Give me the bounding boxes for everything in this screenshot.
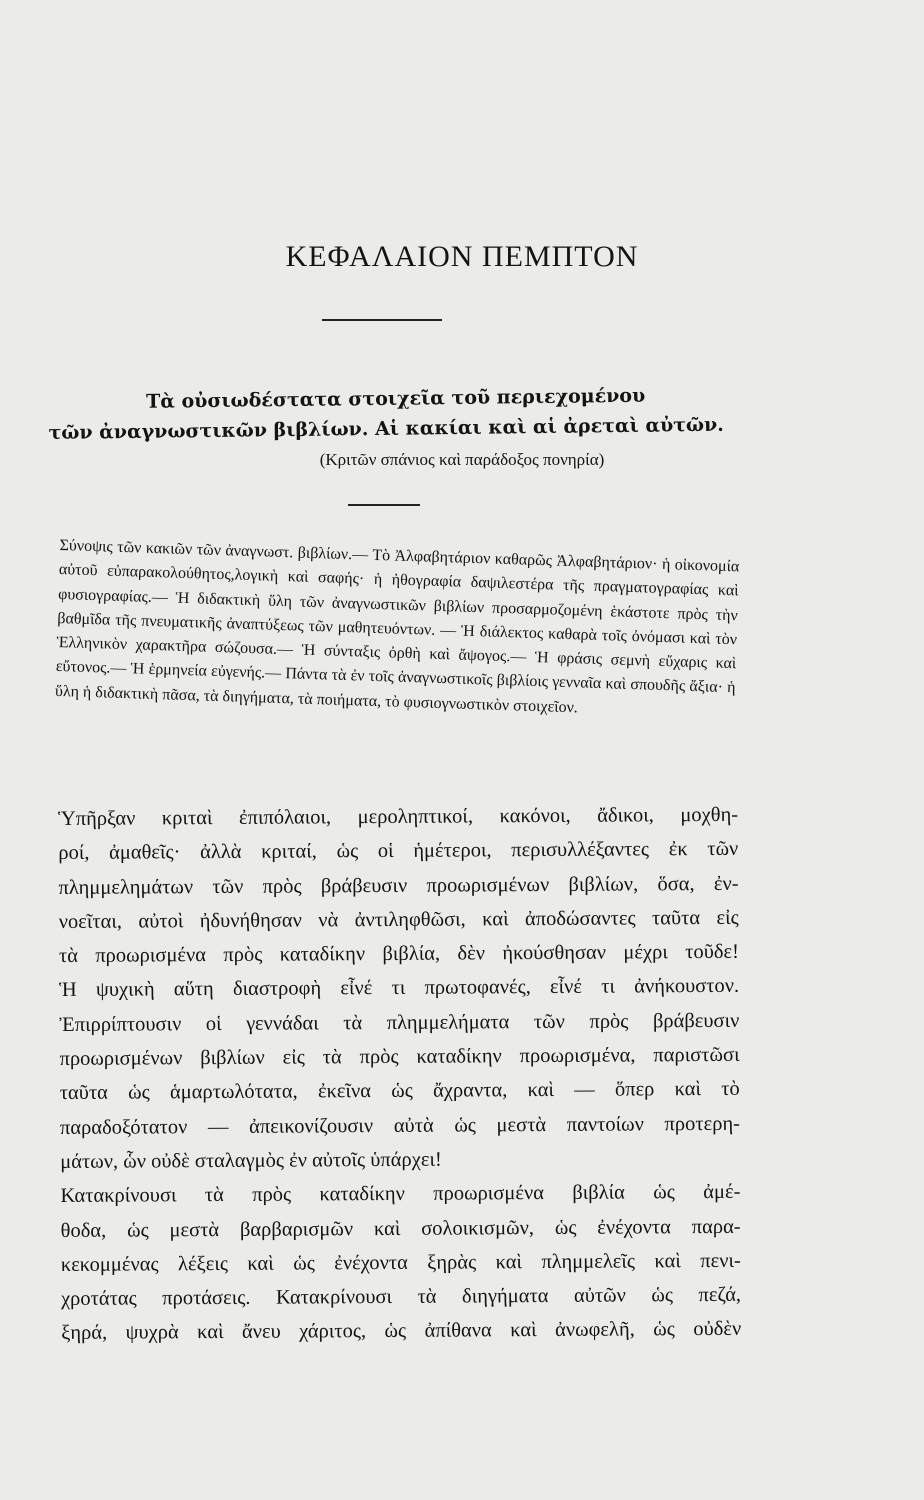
subtitle-line-2: τῶν ἀναγνωστικῶν βιβλίων. Αἱ κακίαι καὶ αἱ ἀρεταὶ αὐτῶν. [48, 413, 724, 444]
chapter-summary: Σύνοψις τῶν κακιῶν τῶν ἀναγνωστ. βιβλίων.— Τὸ Ἀλφαβητάριον καθαρῶς Ἀλφαβητάριον· ἡ οἰκονομία αὐτοῦ εὐπαρακολούθητος,λογικὴ καὶ σαφής· ἡ ἠθογραφία δαψιλεστέρα τῆς πραγματογραφίας καὶ φυσιογραφίας.— Ἡ διδακτικὴ ὕλη τῶν ἀναγνωστικῶν βιβλίων προσαρμοζομένη ἑκάστοτε πρὸς τὴν βαθμῖδα τῆς πνευματικῆς ἀναπτύξεως τῶν μαθητευόντων. — Ἡ διάλεκτος καθαρὰ τοῖς ὀνόμασι καὶ τὸν Ἑλληνικὸν χαρακτῆρα σώζουσα.— Ἡ σύνταξις ὀρθὴ καὶ ἄψογος.— Ἡ φράσις σεμνὴ εὔχαρις καὶ εὔτονος.— Ἡ ἑρμηνεία εὐγενής.— Πάντα τὰ ἐν τοῖς ἀναγνωστικοῖς βιβλίοις γενναῖα καὶ σπουδῆς ἄξια· ἡ ὕλη ἡ διδακτικὴ πᾶσα, τὰ διηγήματα, τὰ ποιήματα, τὸ φυσιογνωστικὸν στοιχεῖον. [54, 536, 740, 717]
subtitle-line-1: Τὰ οὐσιωδέστατα στοιχεῖα τοῦ περιεχομένου [146, 384, 646, 413]
text-line: ροί, ἀμαθεῖς· ἀλλὰ κριταί, ὡς οἱ ἡμέτεροι, περισυλλέξαντες ἐκ τῶν [58, 838, 739, 865]
chapter-subtitle [48, 379, 773, 448]
text-line: ξηρά, ψυχρὰ καὶ ἄνευ χάριτος, ὡς ἀπίθανα καὶ ἀνωφελῆ, ὡς οὐδὲν [61, 1318, 742, 1345]
text-line: πλημμελημάτων τῶν πρὸς βράβευσιν προωρισμένων βιβλίων, ὅσα, ἐν- [58, 872, 739, 899]
paragraph-2 [60, 1175, 741, 1351]
text-line: τὰ προωρισμένα πρὸς καταδίκην βιβλία, δὲν ἠκούσθησαν μέχρι τοῦδε! [58, 941, 739, 968]
text-line: ταῦτα ὡς ἁμαρτωλότατα, ἐκεῖνα ὡς ἄχραντα, καὶ — ὅπερ καὶ τὸ [59, 1078, 740, 1105]
text-line: παραδοξότατον — ἀπεικονίζουσιν αὐτὰ ὡς μεστὰ παντοίων προτερη- [59, 1112, 741, 1139]
text-line: νοεῖται, αὐτοὶ ἠδυνήθησαν νὰ ἀντιληφθῶσι, καὶ ἀποδώσαντες ταῦτα εἰς [58, 906, 739, 933]
text-line: Κατακρίνουσι τὰ πρὸς καταδίκην προωρισμένα βιβλία ὡς ἀμέ- [60, 1181, 741, 1208]
text-line: κεκομμένας λέξεις καὶ ὡς ἐνέχοντα ξηρὰς καὶ πλημμελεῖς καὶ πενι- [60, 1249, 741, 1276]
chapter-parenthetical: (Κριτῶν σπάνιος καὶ παράδοξος πονηρία) [319, 450, 605, 469]
text-line: χροτάτας προτάσεις. Κατακρίνουσι τὰ διηγήματα αὐτῶν ὡς πεζά, [60, 1283, 742, 1311]
text-line: μάτων, ὧν οὐδὲ σταλαγμὸς ἐν αὐτοῖς ὑπάρχει! [60, 1148, 442, 1173]
text-line: Ἡ ψυχικὴ αὕτη διαστροφὴ εἶνέ τι πρωτοφανές, εἶνέ τι ἀνήκουστον. [59, 975, 740, 1002]
text-line: θοδα, ὡς μεστὰ βαρβαρισμῶν καὶ σολοικισμῶν, ὡς ἐνέχοντα παρα- [60, 1215, 741, 1242]
text-line: Ἐπιρρίπτουσιν οἱ γεννάδαι τὰ πλημμελήματα τῶν πρὸς βράβευσιν [59, 1009, 740, 1036]
body-text [58, 798, 741, 1351]
text-line: Ὑπῆρξαν κριταὶ ἐπιπόλαιοι, μεροληπτικοί, κακόνοι, ἄδικοι, μοχθη- [58, 803, 739, 830]
summary-divider [348, 504, 420, 506]
text-line: προωρισμένων βιβλίων εἰς τὰ πρὸς καταδίκην προωρισμένα, παριστῶσι [59, 1043, 740, 1071]
title-divider [322, 319, 442, 321]
paragraph-1 [58, 798, 740, 1179]
chapter-title: ΚΕΦΑΛΑΙΟΝ ΠΕΜΠΤΟΝ [285, 240, 639, 273]
